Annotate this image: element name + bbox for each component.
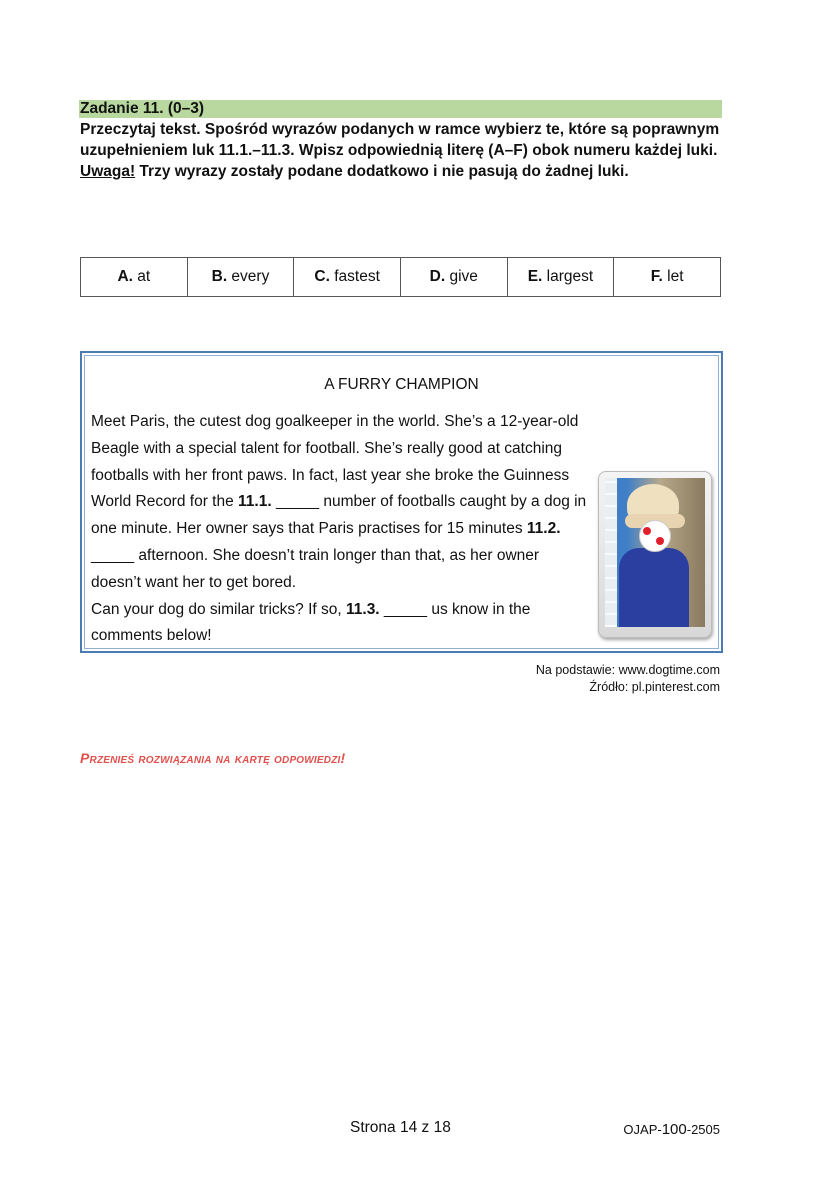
option-word: give: [445, 268, 478, 285]
dog-shirt: [619, 548, 689, 627]
option-b: [187, 258, 294, 297]
word-options-table: [80, 257, 721, 297]
dog-photo: [605, 478, 705, 627]
source-attribution: [536, 662, 720, 696]
source-line-2: Źródło: pl.pinterest.com: [589, 680, 720, 694]
option-word: let: [662, 268, 684, 285]
option-e: [507, 258, 614, 297]
warning-text: Trzy wyrazy zostały podane dodatkowo i nie pasują do żadnej luki.: [135, 163, 629, 180]
exam-code-suffix: -2505: [686, 1122, 720, 1137]
option-word: fastest: [329, 268, 380, 285]
article-text: _____ number of footballs caught by a dog in one minute. Her owner says that Paris practises for 15 minutes: [91, 493, 587, 538]
gap-11-1: 11.1.: [238, 493, 272, 511]
page-number: Strona 14 z 18: [350, 1119, 451, 1136]
article-box: [80, 351, 723, 653]
football-icon: [639, 520, 671, 552]
option-letter: E.: [527, 268, 543, 285]
option-word: largest: [542, 268, 594, 285]
option-word: at: [132, 268, 151, 285]
gap-11-3: 11.3.: [346, 600, 380, 618]
option-letter: D.: [429, 268, 446, 285]
goal-net: [605, 478, 617, 627]
option-word: every: [227, 268, 270, 285]
article-box-inner: [84, 355, 719, 649]
article-text: Meet Paris, the cutest dog goalkeeper in the world. She’s a 12-year-old Beagle with a special talent for football. She’s really good at catching footballs with her front paws. In fact, last year she broke the Guinness World Record for the: [91, 413, 579, 511]
option-f: [614, 258, 721, 297]
option-letter: A.: [117, 268, 133, 285]
instructions-text: Przeczytaj tekst. Spośród wyrazów podanych w ramce wybierz te, które są poprawnym uzupełnieniem luk 11.1.–11.3. Wpisz odpowiednią literę (A–F) obok numeru każdej luki.: [80, 121, 720, 159]
task-instructions: [80, 119, 720, 182]
task-header: [79, 100, 722, 118]
option-letter: C.: [314, 268, 330, 285]
option-d: [400, 258, 507, 297]
article-text: _____ us know in the comments below!: [91, 600, 531, 645]
exam-code-prefix: OJAP-: [623, 1122, 662, 1137]
transfer-note: Przenieś rozwiązania na kartę odpowiedzi!: [80, 750, 346, 766]
task-title: Zadanie 11. (0–3): [80, 100, 205, 117]
article-title: A FURRY CHAMPION: [324, 376, 479, 393]
option-letter: B.: [211, 268, 228, 285]
option-letter: F.: [650, 268, 663, 285]
warning-line: [80, 161, 720, 182]
warning-label: Uwaga!: [80, 163, 136, 180]
article-body: [91, 409, 591, 650]
option-c: [294, 258, 401, 297]
exam-code-mid: 100: [661, 1121, 687, 1138]
option-a: [81, 258, 188, 297]
article-text: _____ afternoon. She doesn’t train longer than that, as her owner doesn’t want her to get bored.: [91, 546, 540, 591]
dog-photo-frame: [598, 471, 712, 638]
article-text: Can your dog do similar tricks? If so,: [91, 600, 346, 618]
gap-11-2: 11.2.: [526, 520, 561, 538]
exam-code: [623, 1121, 720, 1138]
source-line-1: Na podstawie: www.dogtime.com: [535, 663, 720, 677]
